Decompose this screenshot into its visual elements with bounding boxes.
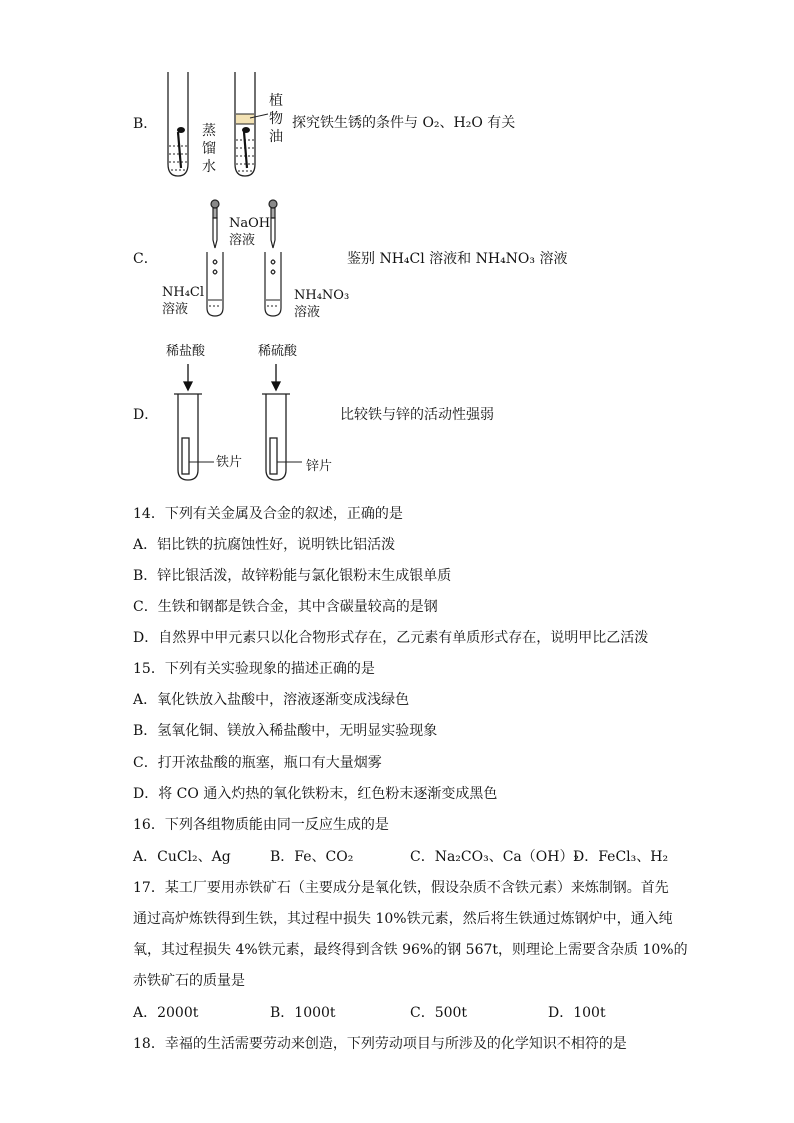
q15-option-a: A．氧化铁放入盐酸中，溶液逐渐变成浅绿色: [133, 692, 410, 708]
q16-option-a: A．CuCl₂、Ag: [133, 849, 231, 865]
q16-option-c: C．Na₂CO₃、Ca（OH）₂: [410, 849, 580, 865]
d-test-tube-zn: [262, 394, 302, 480]
q14-option-d: D．自然界中甲元素只以化合物形式存在，乙元素有单质形式存在，说明甲比乙活泼: [133, 630, 649, 646]
q15-option-d: D．将 CO 通入灼热的氧化铁粉末，红色粉末逐渐变成黑色: [133, 786, 498, 802]
c-test-tube-nh4cl: [207, 252, 223, 316]
b-description: 探究铁生锈的条件与 O₂、H₂O 有关: [292, 115, 516, 131]
d-label-iron-strip: 铁片: [216, 455, 243, 470]
q14-option-b: B．锌比银活泼，故锌粉能与氯化银粉末生成银单质: [133, 568, 452, 584]
q17-stem-line2: 通过高炉炼铁得到生铁，其过程中损失 10%铁元素，然后将生铁通过炼钢炉中，通入纯: [133, 911, 673, 927]
option-b-letter: B．: [133, 116, 158, 132]
d-label-dilute-hcl: 稀盐酸: [166, 344, 206, 359]
c-label-nh4cl: NH₄Cl: [162, 285, 205, 300]
q18-stem: 18．幸福的生活需要劳动来创造，下列劳动项目与所涉及的化学知识不相符的是: [133, 1036, 627, 1052]
c-dropper-1: [211, 200, 219, 248]
b-test-tube-oil: [235, 72, 268, 176]
q17-stem-line3: 氧，其过程损失 4%铁元素，最终得到含铁 96%的钢 567t，则理论上需要含杂质 10%的: [133, 942, 688, 958]
c-label-nh4cl-solution: 溶液: [162, 302, 189, 317]
q17-stem-line4: 赤铁矿石的质量是: [133, 973, 245, 989]
q15-stem: 15．下列有关实验现象的描述正确的是: [133, 661, 375, 677]
q14-option-c: C．生铁和钢都是铁合金，其中含碳量较高的是钢: [133, 599, 438, 615]
c-label-naoh-solution: 溶液: [229, 233, 256, 248]
c-dropper-2: [269, 200, 277, 248]
b-test-tube-water: [168, 72, 188, 176]
b-label-distilled-water: 蒸馏水: [202, 123, 216, 175]
d-arrow-hcl: [184, 364, 192, 390]
q16-option-d: D．FeCl₃、H₂: [573, 849, 669, 865]
q17-option-d: D．100t: [548, 1005, 606, 1021]
c-label-nh4no3-solution: 溶液: [294, 305, 321, 320]
q15-option-c: C．打开浓盐酸的瓶塞，瓶口有大量烟雾: [133, 755, 382, 771]
q17-stem-line1: 17．某工厂要用赤铁矿石（主要成分是氧化铁，假设杂质不含铁元素）来炼制钢。首先: [133, 880, 669, 896]
q16-stem: 16．下列各组物质能由同一反应生成的是: [133, 817, 389, 833]
c-test-tube-nh4no3: [265, 252, 281, 316]
option-c-letter: C．: [133, 251, 158, 267]
q14-stem: 14．下列有关金属及合金的叙述，正确的是: [133, 506, 403, 522]
q17-option-b: B．1000t: [270, 1005, 336, 1021]
q16-option-b: B．Fe、CO₂: [270, 849, 354, 865]
b-label-vegetable-oil: 植物油: [269, 93, 283, 145]
d-label-zinc-strip: 锌片: [306, 459, 333, 474]
c-description: 鉴别 NH₄Cl 溶液和 NH₄NO₃ 溶液: [347, 251, 568, 267]
d-description: 比较铁与锌的活动性强弱: [340, 407, 494, 423]
c-label-nh4no3: NH₄NO₃: [294, 288, 350, 303]
q17-option-a: A．2000t: [133, 1005, 199, 1021]
d-label-dilute-h2so4: 稀硫酸: [258, 344, 298, 359]
d-test-tube-fe: [174, 394, 214, 480]
c-label-naoh: NaOH: [229, 216, 271, 231]
d-arrow-h2so4: [272, 364, 280, 390]
q15-option-b: B．氢氧化铜、镁放入稀盐酸中，无明显实验现象: [133, 723, 438, 739]
option-d-letter: D．: [133, 407, 159, 423]
q14-option-a: A．铝比铁的抗腐蚀性好，说明铁比铝活泼: [133, 537, 396, 553]
q17-option-c: C．500t: [410, 1005, 468, 1021]
